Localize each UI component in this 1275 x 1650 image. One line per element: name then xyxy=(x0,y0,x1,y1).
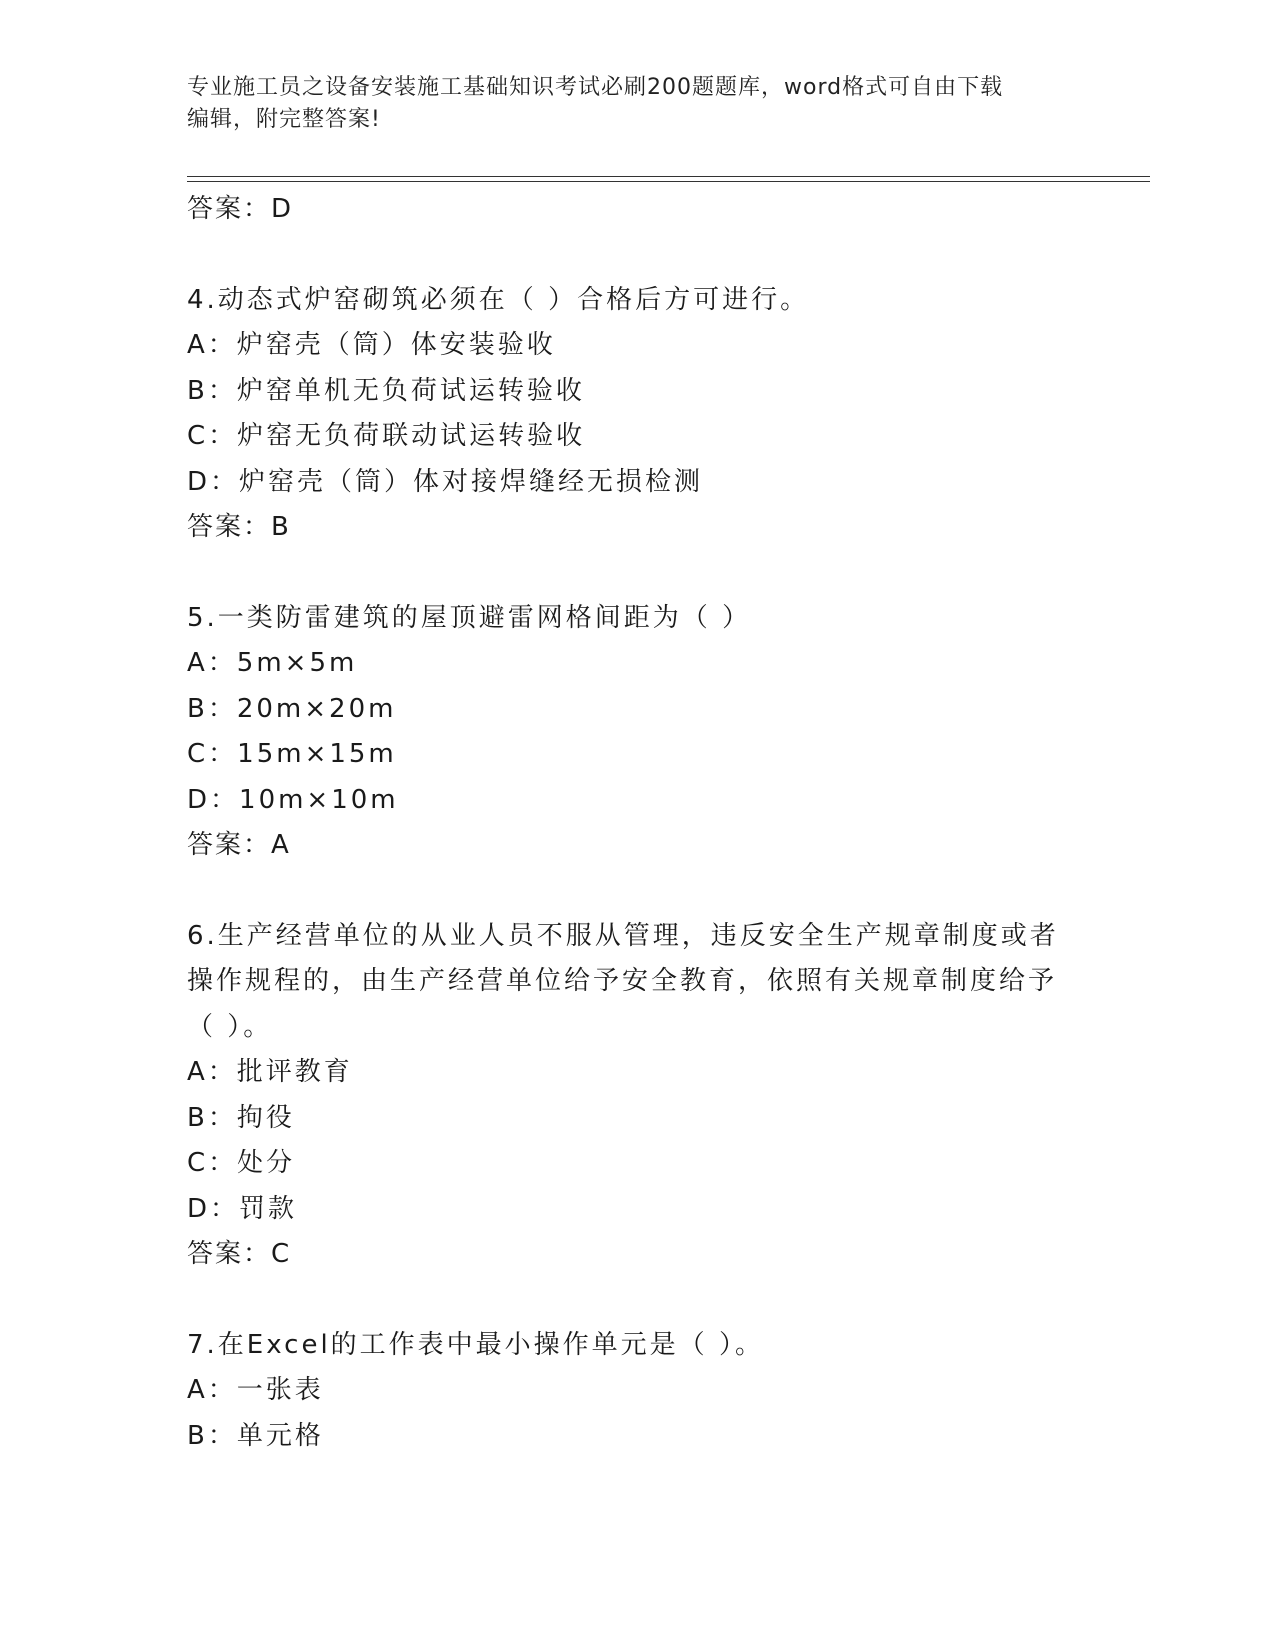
answer-line: 答案：A xyxy=(187,830,291,860)
answer-line: 答案：B xyxy=(187,512,291,542)
question-text: 5.一类防雷建筑的屋顶避雷网格间距为（ ） xyxy=(187,602,752,633)
option-d: D：炉窑壳（筒）体对接焊缝经无损检测 xyxy=(187,466,704,497)
header-line-2: 编辑，附完整答案! xyxy=(187,107,381,132)
option-b: B：20m×20m xyxy=(187,693,397,724)
option-a: A：炉窑壳（筒）体安装验收 xyxy=(187,330,556,360)
option-a: A：一张表 xyxy=(187,1375,324,1405)
option-b: B：炉窑单机无负荷试运转验收 xyxy=(187,375,585,406)
document-header xyxy=(187,72,1067,136)
answer-line: 答案：D xyxy=(187,194,294,224)
answer-line: 答案：C xyxy=(187,1239,292,1269)
option-a: A：5m×5m xyxy=(187,648,358,678)
option-d: D：罚款 xyxy=(187,1193,298,1224)
question-list xyxy=(187,187,1087,1459)
question-text-line-3: （ ）。 xyxy=(187,1011,273,1042)
option-b: B：单元格 xyxy=(187,1420,324,1451)
question-text: 7.在Excel的工作表中最小操作单元是（ ）。 xyxy=(187,1329,764,1360)
header-divider-top xyxy=(187,176,1150,177)
question-7 xyxy=(187,1323,1087,1460)
option-a: A：批评教育 xyxy=(187,1057,353,1087)
header-line-1: 专业施工员之设备安装施工基础知识考试必刷200题题库，word格式可自由下载 xyxy=(187,75,1004,100)
question-text-line-1: 6.生产经营单位的从业人员不服从管理，违反安全生产规章制度或者 xyxy=(187,920,1059,951)
option-b: B：拘役 xyxy=(187,1102,295,1133)
option-d: D：10m×10m xyxy=(187,784,399,815)
question-4 xyxy=(187,278,1087,551)
question-6 xyxy=(187,914,1087,1278)
option-c: C：炉窑无负荷联动试运转验收 xyxy=(187,421,586,451)
header-divider-bottom xyxy=(187,181,1150,182)
question-5 xyxy=(187,596,1087,869)
option-c: C：处分 xyxy=(187,1148,296,1178)
question-text-line-2: 操作规程的，由生产经营单位给予安全教育，依照有关规章制度给予 xyxy=(187,966,1058,996)
option-c: C：15m×15m xyxy=(187,739,397,769)
question-text: 4.动态式炉窑砌筑必须在（ ）合格后方可进行。 xyxy=(187,284,810,315)
